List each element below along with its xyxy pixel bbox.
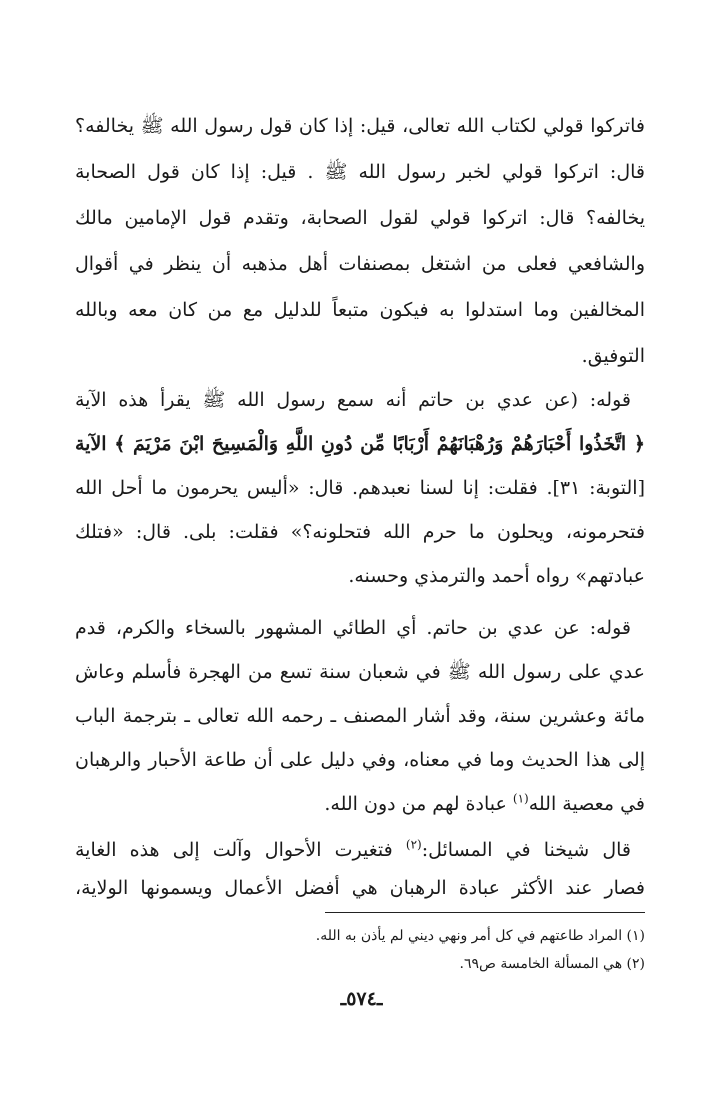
text-line: قوله: عن عدي بن حاتم. أي الطائي المشهور بالسخاء والكرم، قدم — [75, 617, 631, 639]
text-line: إلى هذا الحديث وما في معناه، وفي دليل على أن طاعة الأحبار والرهبان — [75, 749, 645, 771]
text-line: مائة وعشرين سنة، وقد أشار المصنف ـ رحمه الله تعالى ـ بترجمة الباب — [75, 705, 645, 727]
text-line: يخالفه؟ قال: اتركوا قولي لقول الصحابة، وتقدم قول الإمامين مالك — [75, 207, 645, 229]
text-line: والشافعي فعلى من اشتغل بمصنفات أهل مذهبه أن ينظر في أقوال — [75, 253, 645, 275]
text-line: المخالفين وما استدلوا به فيكون متبعاً للدليل مع من كان معه وبالله — [75, 299, 645, 321]
page-number: ـ٥٧٤ـ — [340, 988, 383, 1010]
footnote-divider — [325, 912, 645, 913]
text-line: فاتركوا قولي لكتاب الله تعالى، قيل: إذا كان قول رسول الله ﷺ يخالفه؟ — [75, 115, 645, 137]
footnote-marker: (١) — [512, 791, 529, 806]
text-segment: فتغيرت الأحوال وآلت إلى هذه الغاية — [75, 839, 393, 861]
text-segment: عبادة لهم من دون الله. — [324, 793, 507, 815]
text-line: قال: اتركوا قولي لخبر رسول الله ﷺ . قيل: إذا كان قول الصحابة — [75, 161, 645, 183]
text-line — [75, 830, 631, 870]
footnote-marker: (٢) — [405, 837, 422, 852]
text-line — [75, 784, 645, 824]
text-line: عبادتهم» رواه أحمد والترمذي وحسنه. — [348, 565, 645, 587]
footnote: (٢) هي المسألة الخامسة ص٦٩. — [459, 956, 645, 972]
text-line: عدي على رسول الله ﷺ في شعبان سنة تسع من الهجرة فأسلم وعاش — [75, 661, 645, 683]
footnote: (١) المراد طاعتهم في كل أمر ونهي ديني لم يأذن به الله. — [315, 928, 645, 944]
text-segment: في معصية الله — [528, 793, 645, 815]
quran-verse: ﴿ اتَّخَذُوا أَحْبَارَهُمْ وَرُهْبَانَهُمْ أَرْبَابًا مِّن دُونِ اللَّهِ وَالْمَسِيحَ ابْنَ مَرْيَمَ ﴾ الآية — [75, 433, 645, 455]
text-line: فصار عند الأكثر عبادة الرهبان هي أفضل الأعمال ويسمونها الولاية، — [75, 877, 645, 899]
text-line: قوله: (عن عدي بن حاتم أنه سمع رسول الله ﷺ يقرأ هذه الآية — [75, 389, 631, 411]
text-line: التوفيق. — [581, 345, 645, 367]
text-segment: قال شيخنا في المسائل: — [421, 839, 631, 861]
text-line: [التوبة: ٣١]. فقلت: إنا لسنا نعبدهم. قال: «أليس يحرمون ما أحل الله — [75, 477, 645, 499]
text-line: فتحرمونه، ويحلون ما حرم الله فتحلونه؟» فقلت: بلى. قال: «فتلك — [75, 521, 645, 543]
